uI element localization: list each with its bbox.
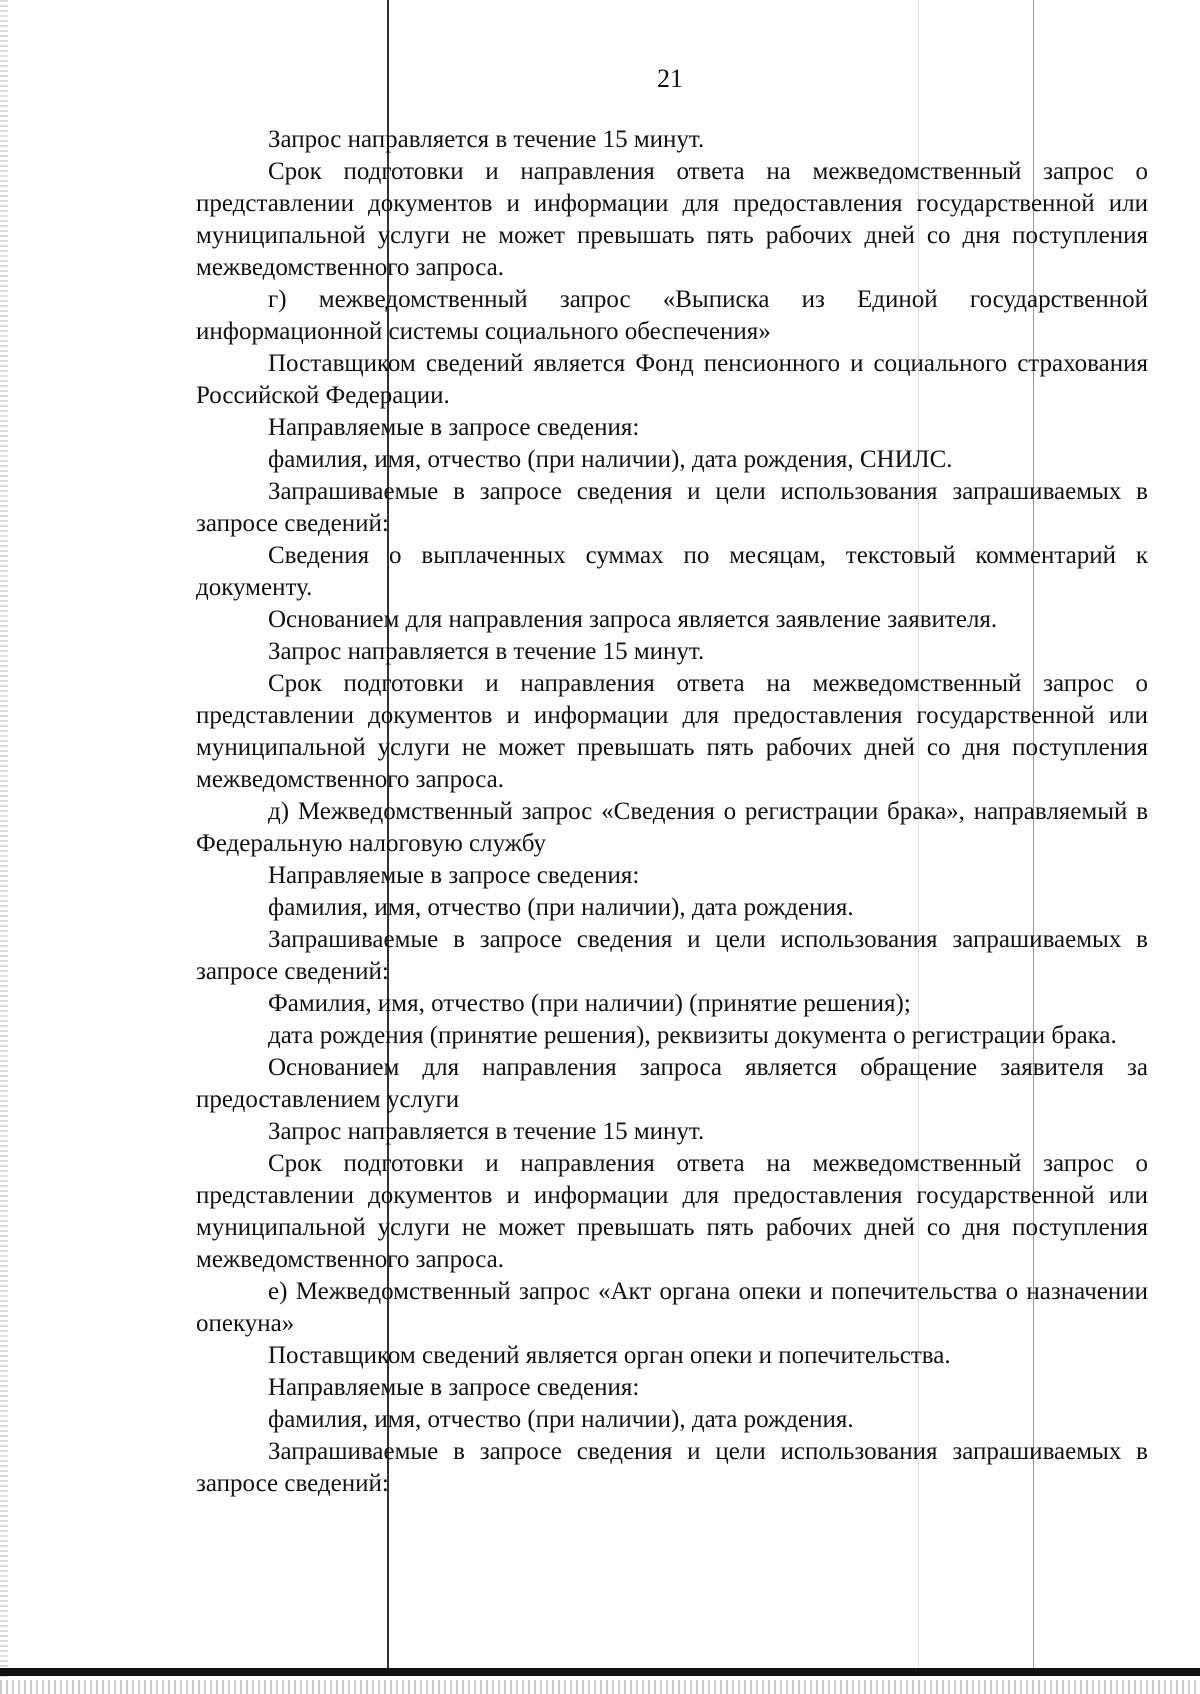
paragraph: е) Межведомственный запрос «Акт органа опеки и попечительства о назначении опекуна» xyxy=(196,1278,1148,1337)
paragraph: Фамилия, имя, отчество (при наличии) (принятие решения); xyxy=(268,990,911,1017)
paragraph: д) Межведомственный запрос «Сведения о регистрации брака», направляемый в Федеральную налоговую службу xyxy=(196,798,1148,857)
paragraph: фамилия, имя, отчество (при наличии), дата рождения. xyxy=(268,1406,854,1433)
paragraph: Направляемые в запросе сведения: xyxy=(268,414,640,441)
paragraph: Сведения о выплаченных суммах по месяцам, текстовый комментарий к документу. xyxy=(196,542,1148,601)
paragraph: Запрашиваемые в запросе сведения и цели использования запрашиваемых в запросе сведений: xyxy=(196,478,1148,537)
paragraph: Поставщиком сведений является орган опеки и попечительства. xyxy=(268,1342,951,1369)
paragraph: г) межведомственный запрос «Выписка из Единой государственной информационной системы социального обеспечения» xyxy=(196,286,1148,345)
paragraph: Запрашиваемые в запросе сведения и цели использования запрашиваемых в запросе сведений: xyxy=(196,1438,1148,1497)
scan-edge-bottom xyxy=(0,1668,1200,1676)
paragraph: Направляемые в запросе сведения: xyxy=(268,1374,640,1401)
document-body xyxy=(196,124,1148,1500)
paragraph: Запрос направляется в течение 15 минут. xyxy=(268,638,705,665)
paragraph: Срок подготовки и направления ответа на межведомственный запрос о представлении документов и информации для предоставления государственной или муниципальной услуги не может превышать пять рабочих дней со дня поступления межведомственного запроса. xyxy=(196,158,1148,281)
paragraph: Запрос направляется в течение 15 минут. xyxy=(268,126,705,153)
paragraph: фамилия, имя, отчество (при наличии), дата рождения. xyxy=(268,894,854,921)
paragraph: Срок подготовки и направления ответа на межведомственный запрос о представлении документов и информации для предоставления государственной или муниципальной услуги не может превышать пять рабочих дней со дня поступления межведомственного запроса. xyxy=(196,1150,1148,1273)
paragraph: Запрашиваемые в запросе сведения и цели использования запрашиваемых в запросе сведений: xyxy=(196,926,1148,985)
paragraph: Срок подготовки и направления ответа на межведомственный запрос о представлении документов и информации для предоставления государственной или муниципальной услуги не может превышать пять рабочих дней со дня поступления межведомственного запроса. xyxy=(196,670,1148,793)
paragraph: Основанием для направления запроса является заявление заявителя. xyxy=(268,606,998,633)
paragraph: Направляемые в запросе сведения: xyxy=(268,862,640,889)
paragraph: фамилия, имя, отчество (при наличии), дата рождения, СНИЛС. xyxy=(268,446,953,473)
scan-edge-bottom-noise xyxy=(0,1680,1200,1694)
paragraph: дата рождения (принятие решения), реквизиты документа о регистрации брака. xyxy=(268,1022,1117,1049)
paragraph: Запрос направляется в течение 15 минут. xyxy=(268,1118,705,1145)
scan-edge-left xyxy=(0,0,8,1694)
paragraph: Поставщиком сведений является Фонд пенсионного и социального страхования Российской Федерации. xyxy=(196,350,1148,409)
paragraph: Основанием для направления запроса является обращение заявителя за предоставлением услуги xyxy=(196,1054,1148,1113)
page-number: 21 xyxy=(657,64,683,93)
